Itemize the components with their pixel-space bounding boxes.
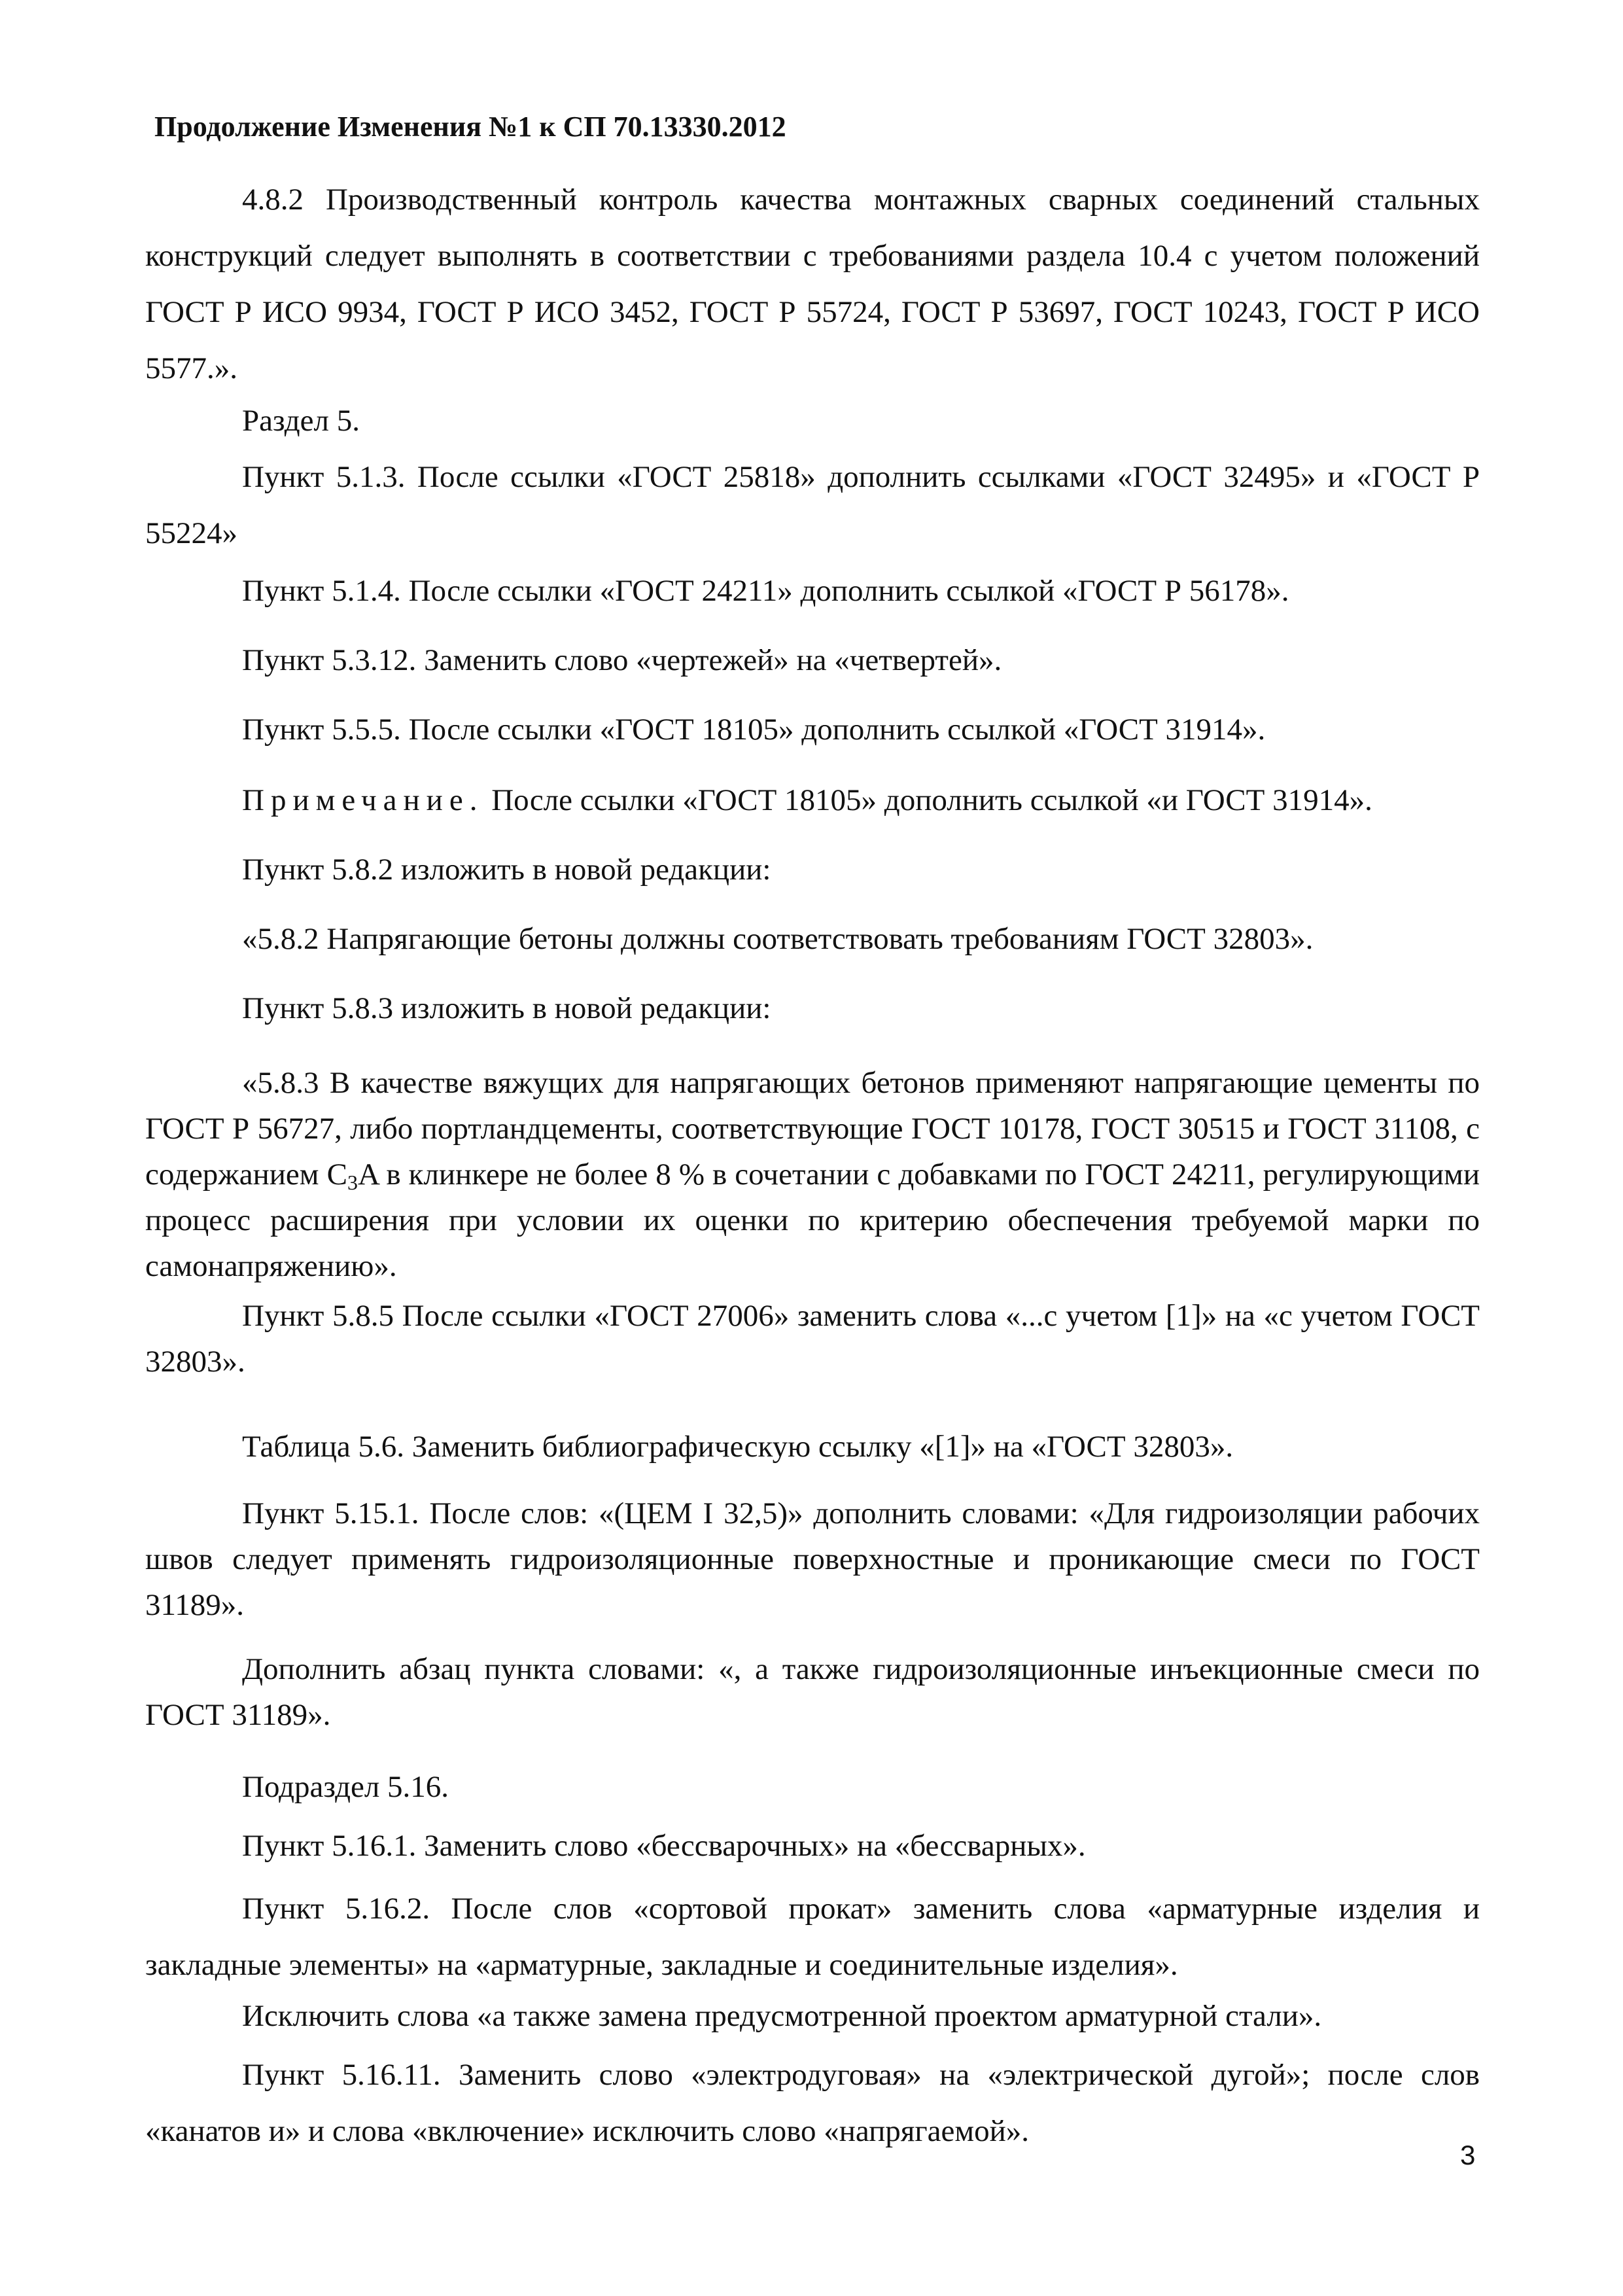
paragraph-5-8-3-text: [145, 1060, 1480, 1289]
paragraph-5-8-3-part-b: A в клинкере не более 8 % в сочетании с добавками по ГОСТ 24211, регулирующими процесс расширения при условии их оценки по критерию обеспечения требуемой марки по самонапряжению».: [145, 1157, 1480, 1283]
paragraph-5-5-5: Пункт 5.5.5. После ссылки «ГОСТ 18105» дополнить ссылкой «ГОСТ 31914».: [242, 713, 1266, 747]
paragraph-4-8-2: 4.8.2 Производственный контроль качества монтажных сварных соединений стальных конструкций следует выполнять в соответствии с требованиями раздела 10.4 с учетом положений ГОСТ Р ИСО 9934, ГОСТ Р ИСО 3452, ГОСТ Р 55724, ГОСТ Р 53697, ГОСТ 10243, ГОСТ Р ИСО 5577.».: [145, 183, 1480, 385]
paragraph-5-1-3: Пункт 5.1.3. После ссылки «ГОСТ 25818» дополнить ссылками «ГОСТ 32495» и «ГОСТ Р 55224»: [145, 460, 1480, 550]
paragraph-5-1-4: Пункт 5.1.4. После ссылки «ГОСТ 24211» дополнить ссылкой «ГОСТ Р 56178».: [242, 574, 1289, 608]
page-number: 3: [1460, 2140, 1476, 2170]
paragraph-table-5-6: Таблица 5.6. Заменить библиографическую ссылку «[1]» на «ГОСТ 32803».: [242, 1430, 1234, 1464]
paragraph-5-8-3-intro: Пункт 5.8.3 изложить в новой редакции:: [242, 991, 771, 1025]
paragraph-5-3-12: Пункт 5.3.12. Заменить слово «чертежей» на «четвертей».: [242, 643, 1002, 677]
paragraph-5-8-3-part-a: «5.8.3 В качестве вяжущих для напрягающих бетонов применяют напрягающие цементы по ГОСТ Р 56727, либо портландцементы, соответствующие ГОСТ 10178, ГОСТ 30515 и ГОСТ 31108, с содержанием C: [145, 1066, 1480, 1192]
page-header: Продолжение Изменения №1 к СП 70.13330.2012: [154, 111, 786, 143]
note-label: Примечание.: [242, 783, 484, 817]
note-text: После ссылки «ГОСТ 18105» дополнить ссылкой «и ГОСТ 31914».: [483, 783, 1372, 817]
paragraph-5-16-2: Пункт 5.16.2. После слов «сортовой прокат» заменить слова «арматурные изделия и закладные элементы» на «арматурные, закладные и соединительные изделия».: [145, 1892, 1480, 1982]
paragraph-5-8-5: Пункт 5.8.5 После ссылки «ГОСТ 27006» заменить слова «...с учетом [1]» на «с учетом ГОСТ 32803».: [145, 1299, 1480, 1379]
paragraph-5-16-11: Пункт 5.16.11. Заменить слово «электродуговая» на «электрической дугой»; после слов «канатов и» и слова «включение» исключить слово «напрягаемой».: [145, 2058, 1480, 2148]
paragraph-5-8-2-intro: Пункт 5.8.2 изложить в новой редакции:: [242, 853, 771, 887]
paragraph-5-15-1: Пункт 5.15.1. После слов: «(ЦЕМ I 32,5)» дополнить словами: «Для гидроизоляции рабочих швов следует применять гидроизоляционные поверхностные и проникающие смеси по ГОСТ 31189».: [145, 1496, 1480, 1622]
paragraph-exclude-words: Исключить слова «а также замена предусмотренной проектом арматурной стали».: [242, 1999, 1322, 2033]
paragraph-subsection-5-16: Подраздел 5.16.: [242, 1770, 449, 1804]
paragraph-5-8-2-text: «5.8.2 Напрягающие бетоны должны соответствовать требованиям ГОСТ 32803».: [242, 922, 1314, 956]
paragraph-section-5: Раздел 5.: [242, 404, 360, 438]
paragraph-5-16-1: Пункт 5.16.1. Заменить слово «бессварочных» на «бессварных».: [242, 1829, 1086, 1863]
paragraph-note: [145, 772, 1480, 828]
subscript-3: 3: [347, 1171, 358, 1194]
paragraph-add-sentence: Дополнить абзац пункта словами: «, а также гидроизоляционные инъекционные смеси по ГОСТ 31189».: [145, 1652, 1480, 1732]
